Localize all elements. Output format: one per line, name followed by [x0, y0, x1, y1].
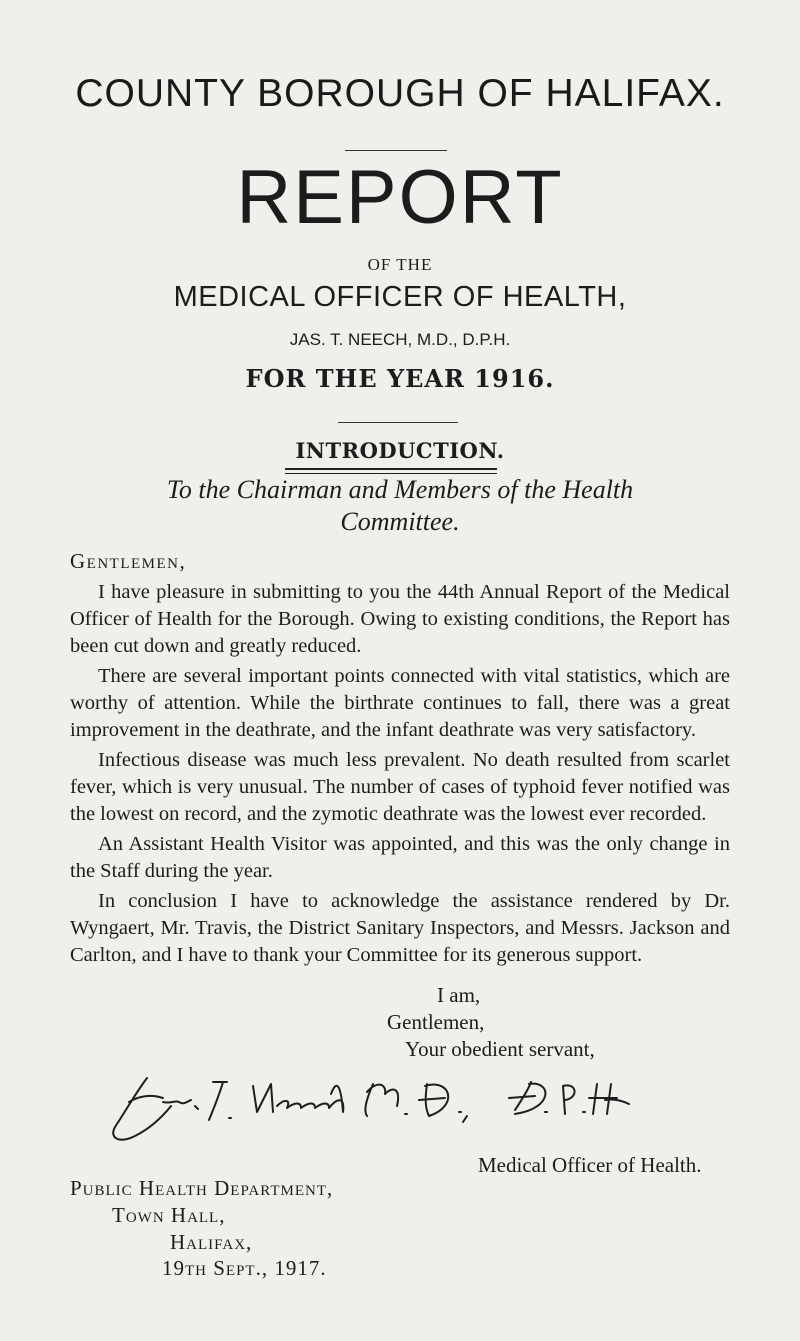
closing-line: Gentlemen,	[387, 1010, 485, 1034]
salutation: Gentlemen,	[70, 549, 187, 573]
office-heading: MEDICAL OFFICER OF HEALTH,	[173, 281, 627, 313]
divider-rule	[338, 422, 458, 423]
introduction-heading: INTRODUCTION.	[295, 438, 505, 463]
closing-line: Your obedient servant,	[405, 1037, 595, 1061]
addressee-line: Committee.	[340, 507, 460, 536]
address-line: Public Health Department,	[70, 1176, 334, 1200]
closing-line: I am,	[437, 983, 481, 1007]
address-line: Halifax,	[170, 1230, 253, 1254]
report-date: 19th Sept., 1917.	[162, 1256, 327, 1280]
paragraph: An Assistant Health Visitor was appointed, and this was the only change in the Staff during the year.	[70, 833, 730, 882]
year-heading: FOR THE YEAR 1916.	[245, 364, 555, 393]
handwritten-signature	[105, 1072, 745, 1144]
paragraph: I have pleasure in submitting to you the 44th Annual Report of the Medical Officer of Health for the Borough. Owing to existing conditions, the Report has been cut down and greatly reduced.	[70, 581, 730, 657]
addressee	[70, 474, 730, 538]
paragraph: Infectious disease was much less prevalent. No death resulted from scarlet fever, which is very unusual. The number of cases of typhoid fever notified was the lowest on record, and the zymotic deathrate was the lowest ever recorded.	[70, 749, 730, 825]
signatory-title: Medical Officer of Health.	[478, 1153, 702, 1177]
divider-rule	[345, 150, 447, 151]
paragraph: There are several important points connected with vital statistics, which are worthy of attention. While the birthrate continues to fall, there was a great improvement in the deathrate, and the infant deathrate was very satisfactory.	[70, 665, 730, 741]
addressee-line: To the Chairman and Members of the Health	[166, 475, 634, 504]
letter-body	[70, 579, 730, 972]
officer-name: JAS. T. NEECH, M.D., D.P.H.	[289, 330, 511, 349]
of-the-line: OF THE	[367, 255, 433, 274]
paragraph: In conclusion I have to acknowledge the assistance rendered by Dr. Wyngaert, Mr. Travis, the District Sanitary Inspectors, and Messrs. Jackson and Carlton, and I have to thank your Committee for its generous support.	[70, 890, 730, 966]
report-title: REPORT	[236, 155, 564, 240]
address-line: Town Hall,	[112, 1203, 226, 1227]
county-heading: COUNTY BOROUGH OF HALIFAX.	[75, 72, 725, 115]
